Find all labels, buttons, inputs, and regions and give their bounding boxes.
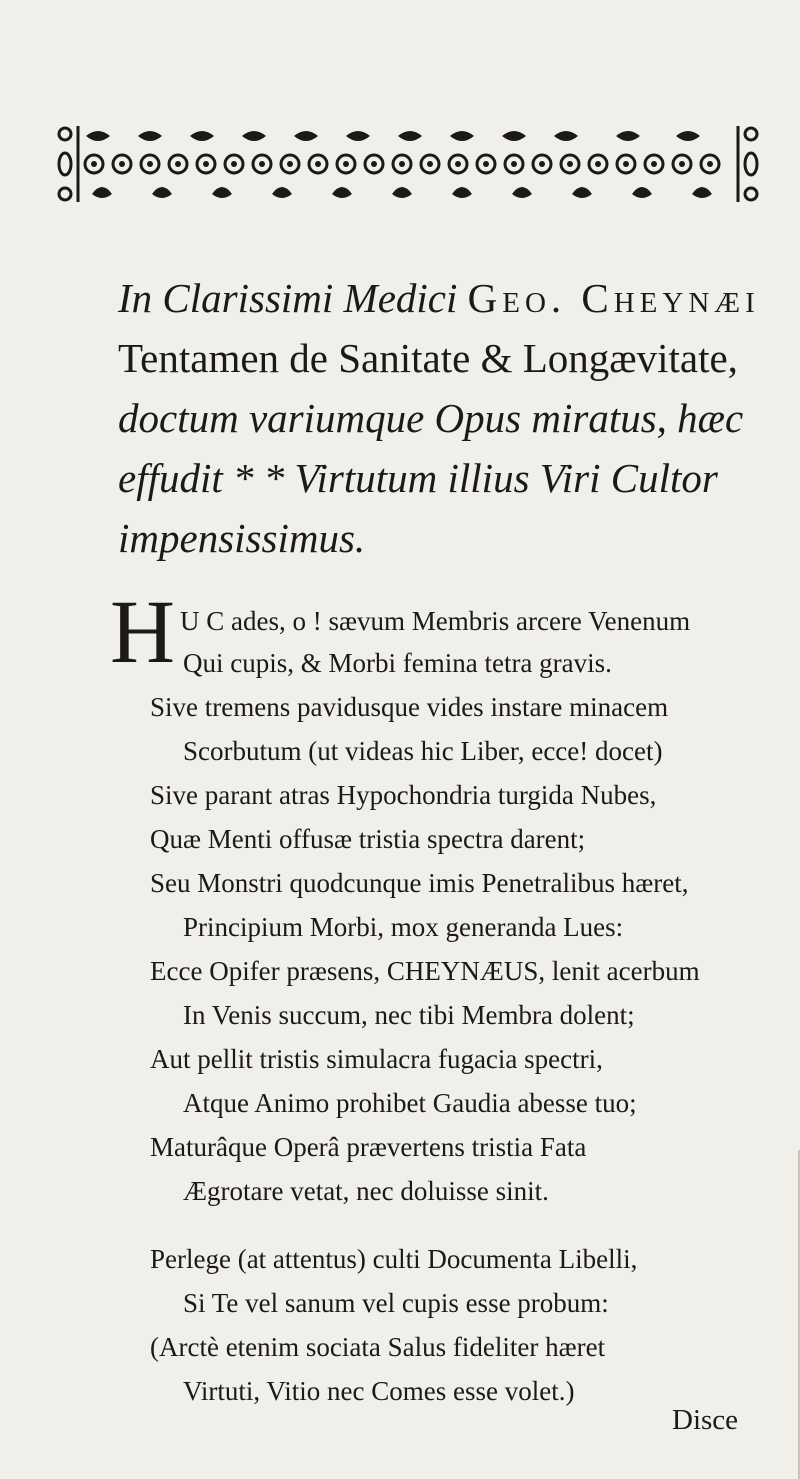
fleuron-band-icon: [56, 124, 760, 204]
verse-line: Aut pellit tristis simulacra fugacia spectri,: [150, 1044, 603, 1074]
verse-line: Ecce Opifer præsens, CHEYNÆUS, lenit acerbum: [150, 956, 700, 986]
verse-line: Seu Monstri quodcunque imis Penetralibus hæret,: [150, 868, 689, 898]
heading-author-name: Geo. Cheynæi: [467, 275, 760, 321]
catchword: Disce: [672, 1404, 739, 1436]
verse-line: Perlege (at attentus) culti Documenta Libelli,: [150, 1244, 638, 1274]
verse-line: Virtuti, Vitio nec Comes esse volet.): [183, 1376, 575, 1406]
verse-line: Qui cupis, & Morbi femina tetra gravis.: [183, 648, 612, 678]
verse-line: Ægrotare vetat, nec doluisse sinit.: [183, 1176, 549, 1206]
heading-italic-part: In Clarissimi Medici: [118, 275, 458, 321]
verse-line-first: U C ades, o ! sævum Membris arcere Venenum: [180, 606, 691, 636]
heading-line-5: impensissimus.: [118, 515, 366, 561]
heading-line-4: effudit * * Virtutum illius Viri Cultor: [118, 455, 718, 501]
drop-capital: H: [110, 583, 175, 682]
verse-line: In Venis succum, nec tibi Membra dolent;: [183, 1000, 635, 1030]
verse-line: Sive tremens pavidusque vides instare minacem: [150, 692, 669, 722]
verse-line: Maturâque Operâ prævertens tristia Fata: [150, 1132, 587, 1162]
verse-line: Principium Morbi, mox generanda Lues:: [183, 912, 624, 942]
ornamental-headband: [56, 124, 760, 204]
heading-line-2: Tentamen de Sanitate & Longævitate,: [118, 335, 738, 381]
verse-line: (Arctè etenim sociata Salus fideliter hæret: [150, 1332, 606, 1362]
verse-line: Quæ Menti offusæ tristia spectra darent;: [150, 824, 586, 854]
verse-line: Sive parant atras Hypochondria turgida Nubes,: [150, 780, 657, 810]
verse-line: Atque Animo prohibet Gaudia abesse tuo;: [183, 1088, 637, 1118]
verse-line: Scorbutum (ut videas hic Liber, ecce! docet): [183, 736, 663, 766]
heading-line-3: doctum variumque Opus miratus, hæc: [118, 395, 744, 441]
verse-line: Si Te vel sanum vel cupis esse probum:: [183, 1288, 609, 1318]
heading-line-1: [118, 275, 798, 321]
